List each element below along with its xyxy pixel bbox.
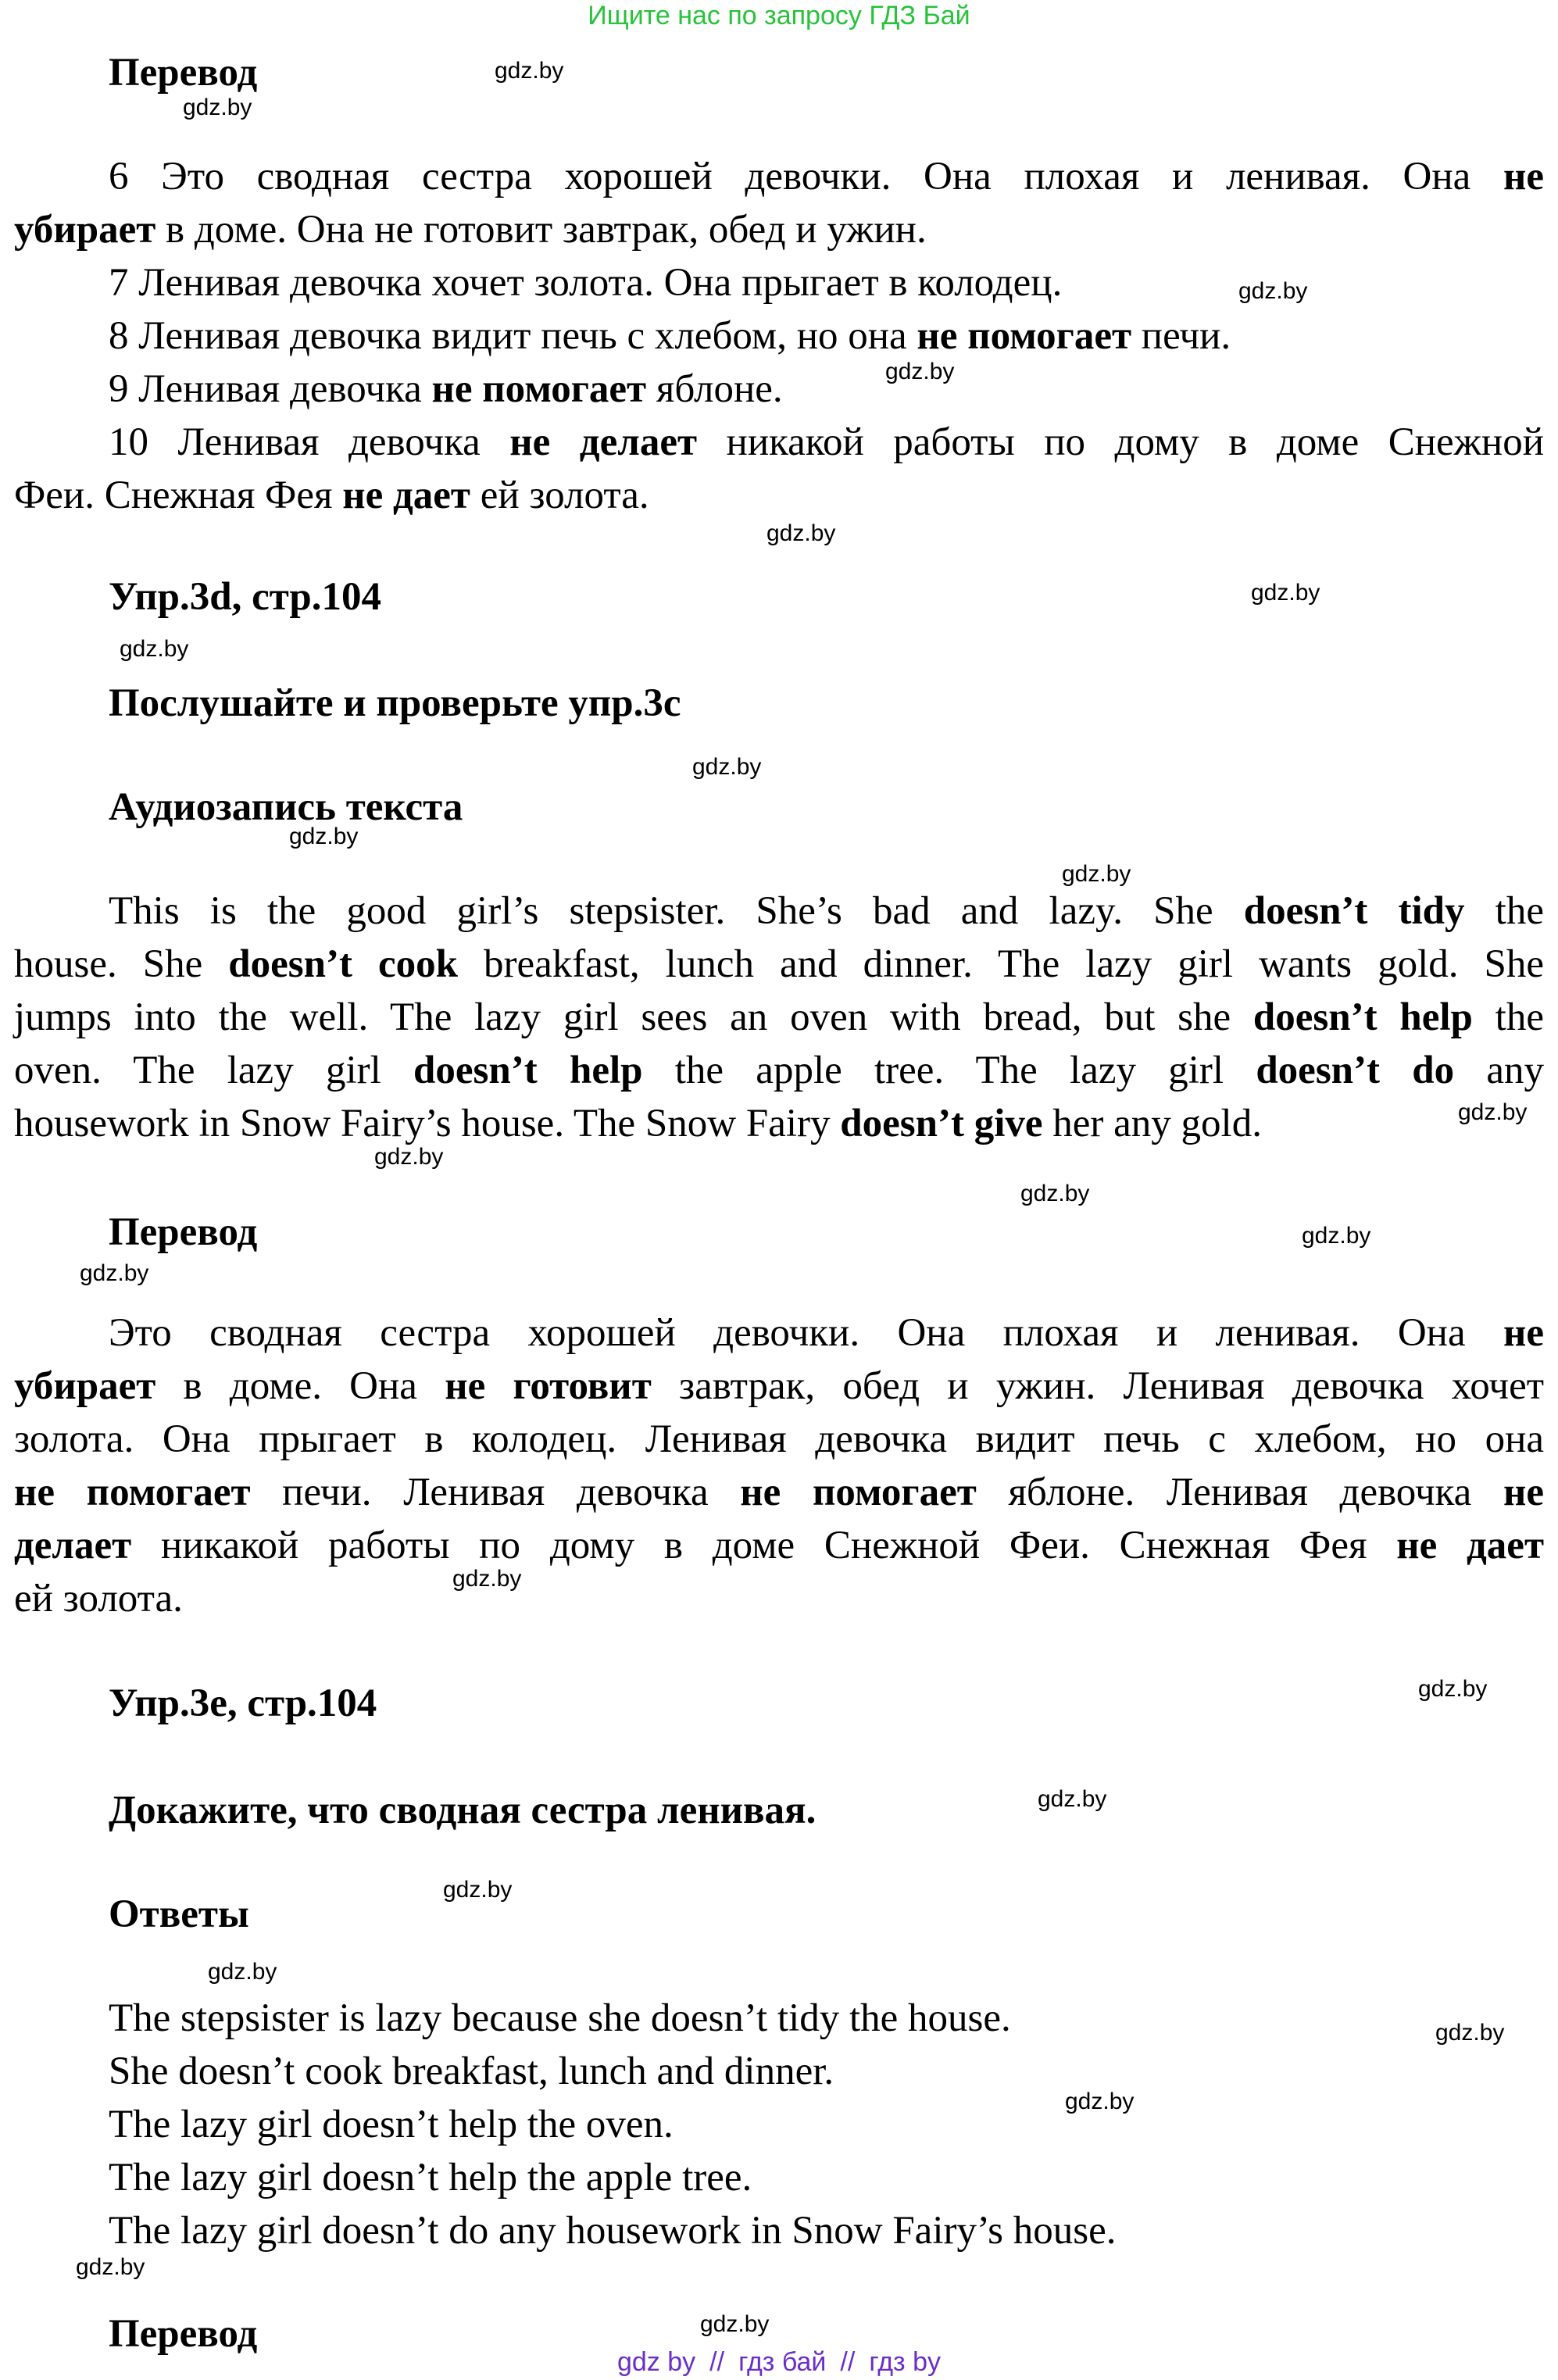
paragraph-line: 10 Ленивая девочка не делает никакой работы по дому в доме Снежной: [109, 420, 1544, 464]
nav-link-gdz-by[interactable]: gdz by: [616, 2347, 696, 2377]
audio-heading: Аудиозапись текста: [109, 785, 463, 829]
paragraph-line: This is the good girl’s stepsister. She’s bad and lazy. She doesn’t tidy the: [109, 889, 1544, 933]
paragraph-line: делает никакой работы по дому в доме Снежной Феи. Снежная Фея не дает: [14, 1524, 1544, 1567]
paragraph-line: oven. The lazy girl doesn’t help the apple tree. The lazy girl doesn’t do any: [14, 1049, 1544, 1092]
watermark: gdz.by: [495, 58, 564, 84]
answer-line: She doesn’t cook breakfast, lunch and dinner.: [109, 2049, 834, 2093]
exercise-task-3d: Послушайте и проверьте упр.3c: [109, 681, 681, 725]
nav-separator: //: [840, 2347, 856, 2377]
watermark: gdz.by: [452, 1566, 522, 1592]
exercise-title-3d: Упр.3d, стр.104: [109, 575, 382, 619]
paragraph-line: убирает в доме. Она не готовит завтрак, обед и ужин. Ленивая девочка хочет: [14, 1364, 1544, 1408]
paragraph-line: 6 Это сводная сестра хорошей девочки. Она плохая и ленивая. Она не: [109, 155, 1544, 198]
paragraph-line: housework in Snow Fairy’s house. The Snow Fairy doesn’t give her any gold.: [14, 1102, 1262, 1145]
section-heading-translation: Перевод: [109, 1210, 258, 1254]
watermark: gdz.by: [76, 2254, 145, 2280]
answer-line: The lazy girl doesn’t help the apple tree.: [109, 2156, 752, 2200]
bottom-nav: [0, 2346, 1558, 2378]
watermark: gdz.by: [1062, 861, 1131, 887]
watermark: gdz.by: [1038, 1786, 1107, 1812]
paragraph-line: Феи. Снежная Фея не дает ей золота.: [14, 473, 649, 517]
search-banner[interactable]: Ищите нас по запросу ГДЗ Бай: [588, 1, 970, 30]
answer-line: The lazy girl doesn’t do any housework in Snow Fairy’s house.: [109, 2209, 1117, 2253]
watermark: gdz.by: [443, 1877, 513, 1903]
watermark: gdz.by: [692, 754, 762, 780]
watermark: gdz.by: [1020, 1181, 1090, 1206]
answers-heading: Ответы: [109, 1892, 249, 1936]
nav-separator: //: [709, 2347, 725, 2377]
section-heading-translation: Перевод: [109, 2312, 258, 2356]
watermark: gdz.by: [1251, 580, 1320, 606]
paragraph-line: 9 Ленивая девочка не помогает яблоне.: [109, 367, 783, 411]
paragraph-line: jumps into the well. The lazy girl sees an oven with bread, but she doesn’t help the: [14, 995, 1544, 1039]
watermark: gdz.by: [120, 636, 189, 662]
paragraph-line: не помогает печи. Ленивая девочка не помогает яблоне. Ленивая девочка не: [14, 1471, 1544, 1514]
watermark: gdz.by: [766, 520, 836, 546]
paragraph-line: 8 Ленивая девочка видит печь с хлебом, но она не помогает печи.: [109, 314, 1231, 358]
paragraph-line: 7 Ленивая девочка хочет золота. Она прыгает в колодец.: [109, 261, 1063, 305]
watermark: gdz.by: [885, 359, 955, 384]
nav-link-gdz-by-cyr[interactable]: гдз by: [869, 2347, 941, 2377]
watermark: gdz.by: [1302, 1223, 1371, 1249]
watermark: gdz.by: [1458, 1099, 1528, 1125]
paragraph-line: house. She doesn’t cook breakfast, lunch and dinner. The lazy girl wants gold. She: [14, 942, 1545, 986]
watermark: gdz.by: [289, 824, 359, 849]
answer-line: The lazy girl doesn’t help the oven.: [109, 2103, 674, 2146]
exercise-task-3e: Докажите, что сводная сестра ленивая.: [109, 1789, 817, 1832]
watermark: gdz.by: [1238, 278, 1308, 304]
section-heading-translation: Перевод: [109, 51, 258, 95]
watermark: gdz.by: [80, 1260, 149, 1286]
exercise-title-3e: Упр.3е, стр.104: [109, 1681, 377, 1725]
watermark: gdz.by: [1435, 2020, 1505, 2046]
watermark: gdz.by: [208, 1959, 277, 1985]
watermark: gdz.by: [183, 95, 252, 120]
paragraph-line: Это сводная сестра хорошей девочки. Она плохая и ленивая. Она не: [109, 1311, 1544, 1355]
watermark: gdz.by: [1065, 2089, 1135, 2114]
watermark: gdz.by: [700, 2311, 770, 2337]
nav-link-gdz-bai[interactable]: гдз бай: [738, 2347, 827, 2377]
paragraph-line: золота. Она прыгает в колодец. Ленивая девочка видит печь с хлебом, но она: [14, 1417, 1544, 1461]
watermark: gdz.by: [374, 1144, 444, 1170]
paragraph-line: ей золота.: [14, 1577, 183, 1621]
watermark: gdz.by: [1418, 1676, 1488, 1702]
paragraph-line: убирает в доме. Она не готовит завтрак, обед и ужин.: [14, 208, 927, 252]
answer-line: The stepsister is lazy because she doesn’t tidy the house.: [109, 1996, 1011, 2040]
